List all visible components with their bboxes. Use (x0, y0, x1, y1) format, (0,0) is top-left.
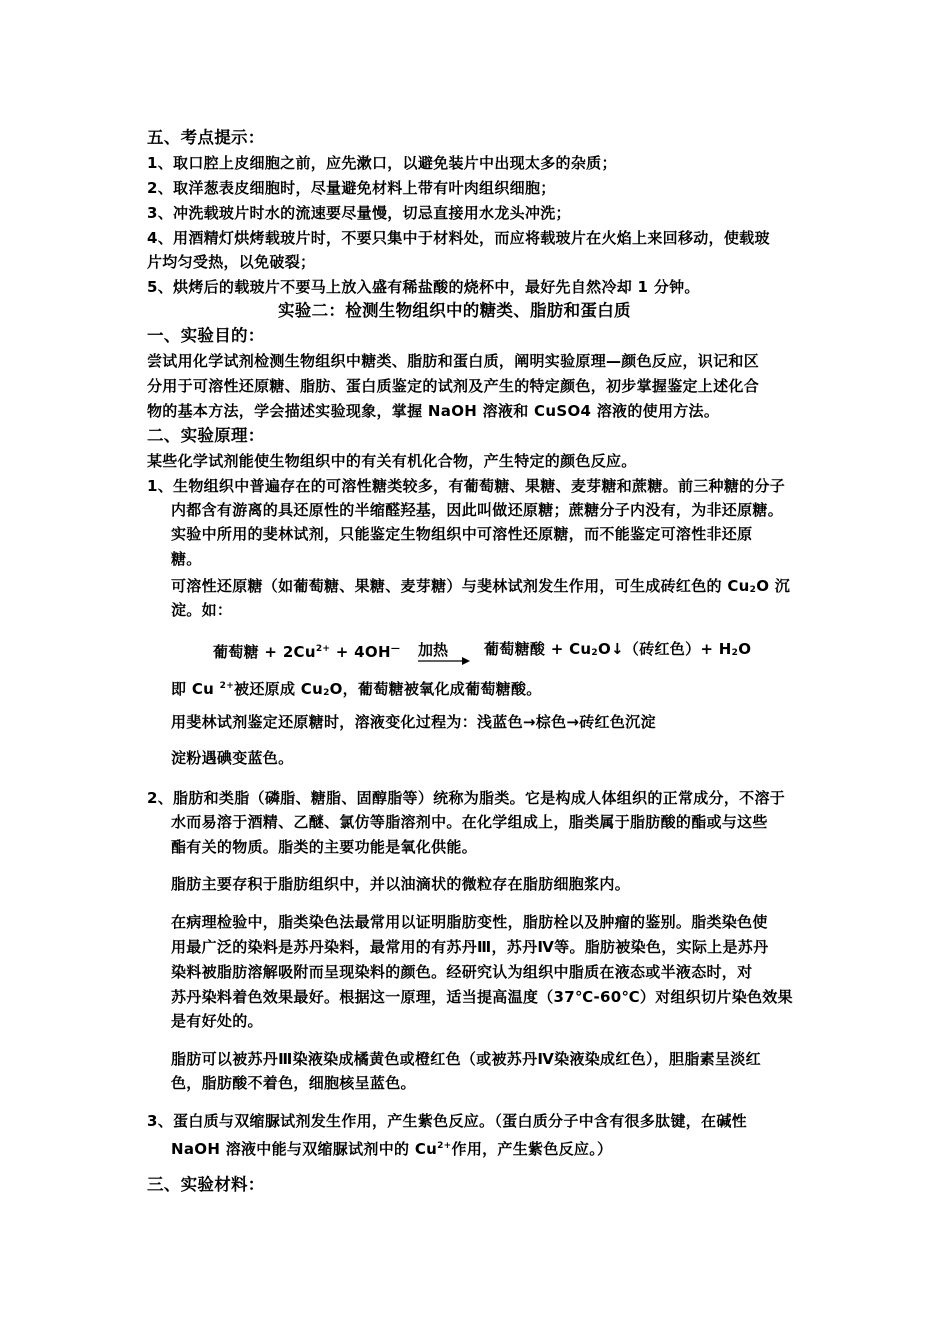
section5-item-1: 1、取口腔上皮细胞之前，应先漱口，以避免装片中出现太多的杂质； (147, 154, 617, 172)
principle-3-line-1: 3、蛋白质与双缩脲试剂发生作用，产生紫色反应。（蛋白质分子中含有很多肽键，在碱性 (147, 1112, 747, 1130)
purpose-line-3: 物的基本方法，学会描述实验现象，掌握 NaOH 溶液和 CuSO4 溶液的使用方法。 (147, 402, 720, 420)
purpose-line-2: 分用于可溶性还原糖、脂肪、蛋白质鉴定的试剂及产生的特定颜色，初步掌握鉴定上述化合 (147, 377, 760, 395)
principle-2c-line-1: 在病理检验中，脂类染色法最常用以证明脂肪变性，脂肪栓以及肿瘤的鉴别。脂类染色使 (171, 913, 768, 931)
section5-item-5: 5、烘烤后的载玻片不要马上放入盛有稀盐酸的烧杯中，最好先自然冷却 1 分钟。 (147, 278, 700, 296)
principle-2b: 脂肪主要存积于脂肪组织中，并以油滴状的微粒存在脂肪细胞浆内。 (171, 875, 631, 893)
equation-left: 葡萄糖 + $2Cu^{2+} + 4OH^—$ (213, 643, 401, 661)
purpose-heading: 一、实验目的： (147, 326, 265, 345)
principle-intro: 某些化学试剂能使生物组织中的有关有机化合物，产生特定的颜色反应。 (147, 452, 637, 470)
arrow-icon (418, 640, 470, 668)
principle-2-line-2: 水而易溶于酒精、乙醚、氯仿等脂溶剂中。在化学组成上，脂类属于脂肪酸的酯或与这些 (171, 813, 768, 831)
principle-1-line-3: 实验中所用的斐林试剂，只能鉴定生物组织中可溶性还原糖，而不能鉴定可溶性非还原 (171, 525, 753, 543)
principle-2d-line-2: 色，脂肪酸不着色，细胞核呈蓝色。 (171, 1074, 416, 1092)
section5-item-3: 3、冲洗载玻片时水的流速要尽量慢，切忌直接用水龙头冲洗； (147, 204, 571, 222)
principle-1b-line-2: 淀。如： (171, 601, 233, 619)
principle-note-3: 淀粉遇碘变蓝色。 (171, 749, 294, 767)
principle-1-line-4: 糖。 (171, 550, 202, 568)
principle-2c-line-5: 是有好处的。 (171, 1012, 263, 1030)
equation-right: 葡萄糖酸 + Cu2O↓（砖红色）+ H2O (484, 640, 752, 658)
reaction-arrow (418, 640, 470, 668)
principle-1b-line-1: 可溶性还原糖（如葡萄糖、果糖、麦芽糖）与斐林试剂发生作用，可生成砖红色的 Cu2O 沉 (171, 577, 791, 595)
principle-2-line-3: 酯有关的物质。脂类的主要功能是氧化供能。 (171, 838, 478, 856)
experiment-title: 实验二：检测生物组织中的糖类、脂肪和蛋白质 (278, 301, 631, 320)
purpose-line-1: 尝试用化学试剂检测生物组织中糖类、脂肪和蛋白质，阐明实验原理—颜色反应，识记和区 (147, 352, 760, 370)
section5-heading: 五、考点提示： (147, 128, 265, 147)
principle-1-line-1: 1、生物组织中普遍存在的可溶性糖类较多，有葡萄糖、果糖、麦芽糖和蔗糖。前三种糖的分子 (147, 477, 786, 495)
principle-note-1: 即 Cu $^{2+}$被还原成 Cu2O，葡萄糖被氧化成葡萄糖酸。 (171, 680, 542, 698)
materials-heading: 三、实验材料： (147, 1175, 265, 1194)
principle-3-line-2: NaOH 溶液中能与双缩脲试剂中的 $Cu^{2+}$作用，产生紫色反应。） (171, 1140, 613, 1158)
principle-2-line-1: 2、脂肪和类脂（磷脂、糖脂、固醇脂等）统称为脂类。它是构成人体组织的正常成分，不溶于 (147, 789, 786, 807)
reaction-condition: 加热 (418, 641, 449, 659)
principle-2c-line-3: 染料被脂肪溶解吸附而呈现染料的颜色。经研究认为组织中脂质在液态或半液态时，对 (171, 963, 753, 981)
principle-2c-line-2: 用最广泛的染料是苏丹染料，最常用的有苏丹Ⅲ，苏丹Ⅳ等。脂肪被染色，实际上是苏丹 (171, 938, 769, 956)
principle-heading: 二、实验原理： (147, 426, 265, 445)
principle-2c-line-4: 苏丹染料着色效果最好。根据这一原理，适当提高温度（37℃-60℃）对组织切片染色效果 (171, 988, 793, 1006)
section5-item-4-cont: 片均匀受热，以免破裂； (147, 253, 316, 271)
section5-item-4: 4、用酒精灯烘烤载玻片时，不要只集中于材料处，而应将载玻片在火焰上来回移动，使载玻 (147, 229, 770, 247)
principle-2d-line-1: 脂肪可以被苏丹Ⅲ染液染成橘黄色或橙红色（或被苏丹Ⅳ染液染成红色），胆脂素呈淡红 (171, 1050, 761, 1068)
section5-item-2: 2、取洋葱表皮细胞时，尽量避免材料上带有叶肉组织细胞； (147, 179, 556, 197)
principle-note-2: 用斐林试剂鉴定还原糖时，溶液变化过程为：浅蓝色→棕色→砖红色沉淀 (171, 713, 656, 731)
principle-1-line-2: 内都含有游离的具还原性的半缩醛羟基，因此叫做还原糖；蔗糖分子内没有，为非还原糖。 (171, 501, 784, 519)
